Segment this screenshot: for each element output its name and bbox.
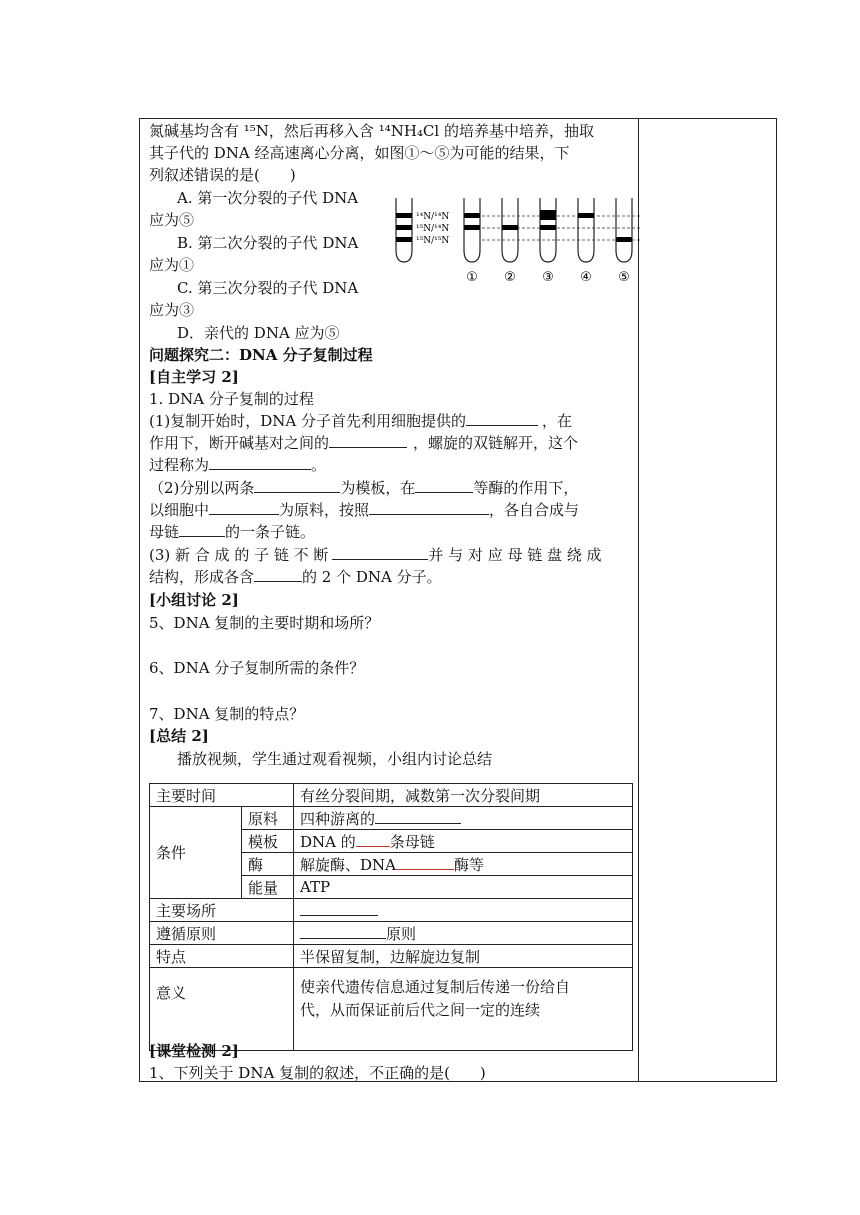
blank-p2-1[interactable]	[254, 477, 340, 493]
blank-p1-1[interactable]	[466, 410, 538, 426]
meaning-label: 意义	[150, 968, 294, 1051]
blank-principle[interactable]	[300, 923, 386, 939]
p1-line1	[149, 410, 572, 432]
meaning-cell	[294, 968, 633, 1051]
legend-14-14: ¹⁴N/¹⁴N	[416, 212, 450, 222]
p2-text-c: 等酶的作用下，	[473, 479, 579, 497]
template-label: 模板	[242, 830, 294, 853]
blank-p3-2[interactable]	[254, 566, 302, 582]
p1-text-b: ，在	[542, 412, 573, 430]
tube-label-2: ②	[504, 270, 516, 285]
blank-p2-3[interactable]	[209, 499, 279, 515]
centrifuge-figure	[392, 188, 642, 292]
principle-value: 原则	[386, 924, 417, 943]
p3-text-d: 的 2 个 DNA 分子。	[302, 568, 442, 586]
blank-enzyme[interactable]	[396, 854, 454, 870]
enzyme-label: 酶	[242, 853, 294, 876]
p2-text-g: 母链	[149, 523, 180, 541]
q1-line3: 列叙述错误的是( )	[149, 166, 296, 184]
option-b-line2: 应为①	[149, 256, 195, 274]
option-c-line1: C. 第三次分裂的子代 DNA	[177, 279, 359, 297]
option-d: D．亲代的 DNA 应为⑤	[177, 324, 340, 342]
q1-line2: 其子代的 DNA 经高速离心分离，如图①～⑤为可能的结果，下	[149, 144, 570, 162]
tube-label-1: ①	[466, 270, 478, 285]
blank-p2-4[interactable]	[369, 499, 489, 515]
raw-material-cell	[294, 807, 633, 830]
conditions-label: 条件	[150, 807, 242, 899]
p1-text-d: ，螺旋的双链解开，这个	[413, 434, 579, 452]
q1-line1: 氮碱基均含有 ¹⁵N，然后再移入含 ¹⁴NH₄Cl 的培养基中培养，抽取	[149, 122, 594, 140]
legend-15-15: ¹⁵N/¹⁵N	[416, 236, 450, 246]
tube-4	[578, 198, 594, 262]
site-label: 主要场所	[150, 899, 294, 922]
enzyme-value-b: 酶等	[453, 855, 484, 874]
p2-text-h: 的一条子链。	[225, 523, 316, 541]
p1-text-c: 作用下，断开碱基对之间的	[149, 434, 330, 452]
tube-label-3: ③	[542, 270, 554, 285]
p2-line1	[149, 477, 578, 499]
p2-line2	[149, 499, 579, 521]
template-value-b: 条母链	[389, 832, 435, 851]
enzyme-value-a: 解旋酶、DNA	[300, 855, 396, 874]
p1-text-e: 过程称为	[149, 456, 210, 474]
question-7: 7、DNA 复制的特点？	[149, 705, 305, 723]
raw-material-value: 四种游离的	[300, 809, 376, 828]
p1-text-a: (1)复制开始时，DNA 分子首先利用细胞提供的	[149, 412, 467, 430]
raw-material-label: 原料	[242, 807, 294, 830]
blank-p1-3[interactable]	[209, 454, 311, 470]
summary-heading: [总结 2]	[149, 727, 209, 745]
blank-raw-material[interactable]	[375, 808, 461, 824]
p1-line3	[149, 454, 326, 476]
check-question-1: 1、下列关于 DNA 复制的叙述，不正确的是( )	[149, 1064, 486, 1082]
p3-line1	[149, 544, 602, 566]
p1-text-f: 。	[311, 456, 327, 474]
energy-label: 能量	[242, 876, 294, 899]
blank-p2-5[interactable]	[179, 521, 225, 537]
p3-text-c: 结构，形成各含	[149, 568, 255, 586]
p2-text-a: （2)分别以两条	[149, 479, 255, 497]
blank-p1-2[interactable]	[329, 432, 407, 448]
check-heading: [课堂检测 2]	[149, 1042, 239, 1060]
feature-label: 特点	[150, 945, 294, 968]
site-cell	[294, 899, 633, 922]
template-value-a: DNA 的	[300, 832, 356, 851]
principle-label: 遵循原则	[150, 922, 294, 945]
question-6: 6、DNA 分子复制所需的条件？	[149, 659, 365, 677]
group-discussion-heading: [小组讨论 2]	[149, 591, 239, 609]
summary-table	[149, 783, 633, 1051]
centrifuge-diagram	[392, 188, 642, 288]
p2-line3	[149, 521, 315, 543]
p2-text-f: ，各自合成与	[489, 501, 580, 519]
blank-template[interactable]	[356, 831, 390, 847]
meaning-line2: 代，从而保证前后代之间一定的连续	[300, 1001, 541, 1019]
feature-value: 半保留复制，边解旋边复制	[294, 945, 633, 968]
meaning-line1: 使亲代遗传信息通过复制后传递一份给自	[300, 978, 571, 996]
template-cell	[294, 830, 633, 853]
summary-text: 播放视频，学生通过观看视频，小组内讨论总结	[177, 750, 493, 768]
tube-5	[616, 198, 632, 262]
option-c-line2: 应为③	[149, 301, 195, 319]
p3-line2	[149, 566, 442, 588]
p1-line2	[149, 432, 578, 454]
p3-text-b: 并 与 对 应 母 链 盘 绕 成	[428, 546, 602, 564]
option-b-line1: B. 第二次分裂的子代 DNA	[177, 234, 359, 252]
p2-text-b: 为模板，在	[340, 479, 416, 497]
option-a-line2: 应为⑤	[149, 211, 195, 229]
item1-title: 1. DNA 分子复制的过程	[149, 390, 314, 408]
blank-p3-1[interactable]	[332, 544, 428, 560]
option-a-line1: A. 第一次分裂的子代 DNA	[177, 189, 359, 207]
p3-text-a: (3) 新 合 成 的 子 链 不 断	[149, 546, 329, 564]
main-time-label: 主要时间	[150, 784, 294, 807]
tube-label-4: ④	[580, 270, 592, 285]
blank-p2-2[interactable]	[415, 477, 473, 493]
enzyme-cell	[294, 853, 633, 876]
section2-heading: 问题探究二：DNA 分子复制过程	[149, 346, 373, 364]
tube-label-5: ⑤	[618, 270, 630, 285]
question-5: 5、DNA 复制的主要时期和场所？	[149, 614, 380, 632]
p2-text-d: 以细胞中	[149, 501, 210, 519]
p2-text-e: 为原料，按照	[279, 501, 370, 519]
energy-value: ATP	[294, 876, 633, 899]
self-study-heading: [自主学习 2]	[149, 368, 239, 386]
blank-site[interactable]	[300, 900, 378, 916]
legend-15-14: ¹⁵N/¹⁴N	[416, 224, 450, 234]
main-time-value: 有丝分裂间期，减数第一次分裂间期	[294, 784, 633, 807]
principle-cell	[294, 922, 633, 945]
